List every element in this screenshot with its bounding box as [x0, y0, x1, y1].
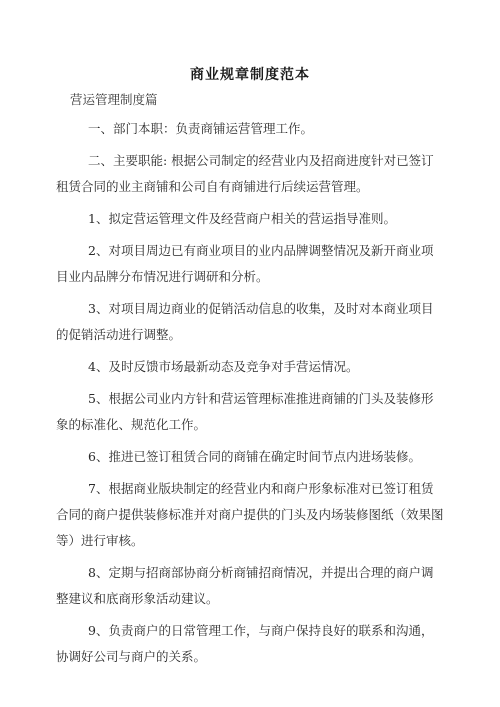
document-subtitle: 营运管理制度篇	[70, 92, 158, 107]
paragraph-item-3: 3、对项目周边商业的促销活动信息的收集，及时对本商业项目的促销活动进行调整。	[56, 301, 434, 342]
paragraph-item-7: 7、根据商业版块制定的经营业内和商户形象标准对已签订租赁合同的商户提供装修标准并对商户提供的门头及内场装修图纸（效果图等）进行审核。	[56, 481, 444, 548]
paragraph-item-9: 9、负责商户的日常管理工作，与商户保持良好的联系和沟通，协调好公司与商户的关系。	[56, 623, 434, 664]
paragraph-item-6: 6、推进已签订租赁合同的商铺在确定时间节点内进场装修。	[88, 449, 421, 464]
document-title: 商业规章制度范本	[190, 67, 310, 83]
paragraph-item-8: 8、定期与招商部协商分析商铺招商情况，并提出合理的商户调整建议和底商形象活动建议。	[56, 565, 434, 606]
paragraph-department-role: 一、部门本职：负责商铺运营管理工作。	[88, 121, 314, 136]
paragraph-item-1: 1、拟定营运管理文件及经营商户相关的营运指导准则。	[88, 211, 396, 226]
paragraph-main-functions: 二、主要职能: 根据公司制定的经营业内及招商进度针对已签订租赁合同的业主商铺和公司自有商铺进行后续运营管理。	[56, 153, 434, 194]
paragraph-item-5: 5、根据公司业内方针和营运管理标准推进商铺的门头及装修形象的标准化、规范化工作。	[56, 391, 434, 432]
paragraph-item-4: 4、及时反馈市场最新动态及竞争对手营运情况。	[88, 359, 359, 374]
paragraph-item-2: 2、对项目周边已有商业项目的业内品牌调整情况及新开商业项目业内品牌分布情况进行调研和分析。	[56, 243, 434, 284]
